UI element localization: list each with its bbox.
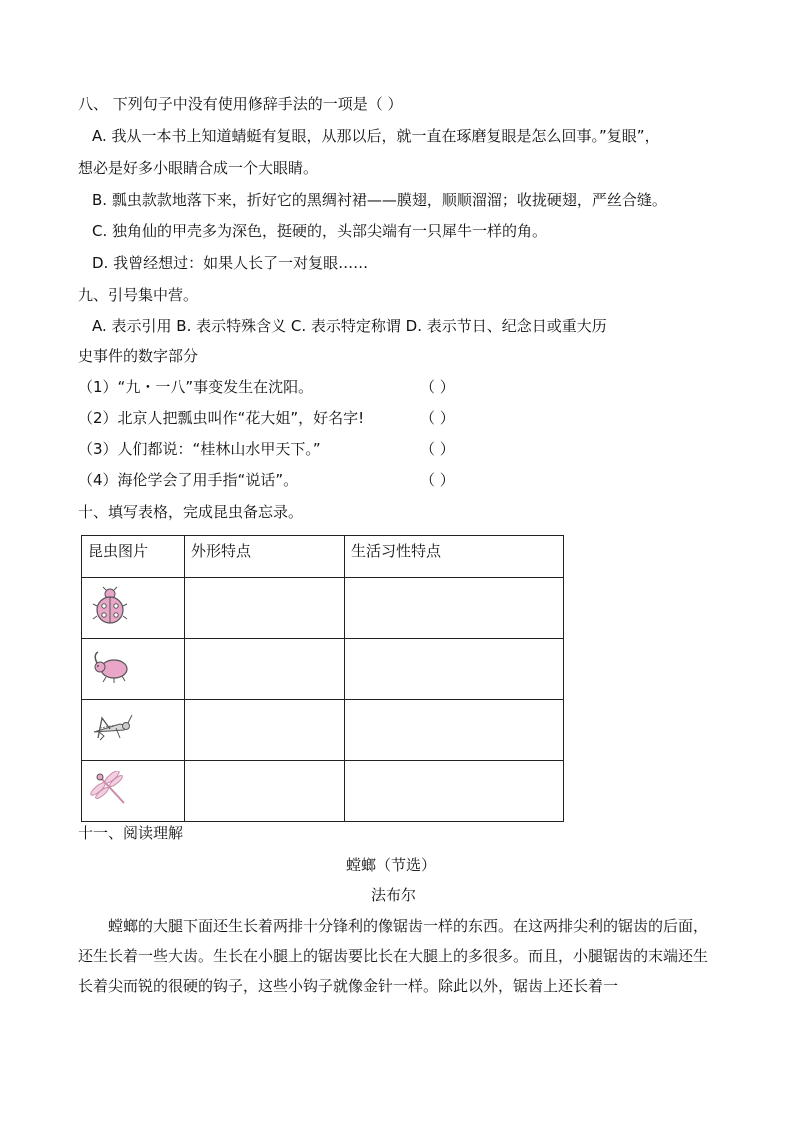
table-cell-habits[interactable] [345, 578, 564, 639]
insect-memo-table [81, 535, 564, 822]
table-header-appearance: 外形特点 [185, 536, 345, 578]
q8-option-a-line1: A. 我从一本书上知道蜻蜓有复眼，从那以后，就一直在琢磨复眼是怎么回事。”复眼”， [92, 127, 660, 145]
q9-options-line2: 史事件的数字部分 [78, 347, 199, 365]
table-cell-picture [82, 761, 185, 822]
q9-heading: 九、引号集中营。 [78, 286, 199, 304]
table-row [82, 578, 564, 639]
table-cell-appearance[interactable] [185, 761, 345, 822]
ladybug-icon [90, 612, 130, 630]
table-cell-habits[interactable] [345, 700, 564, 761]
q8-option-b: B. 瓢虫款款地落下来，折好它的黑绸衬裙——膜翅，顺顺溜溜；收拢硬翅，严丝合缝。 [92, 191, 667, 209]
table-cell-appearance[interactable] [185, 578, 345, 639]
table-header-habits: 生活习性特点 [345, 536, 564, 578]
q9-item-3: （3）人们都说：“桂林山水甲天下。” [78, 440, 321, 458]
q9-item-2-blank[interactable]: （ ） [420, 409, 455, 427]
q9-item-1-blank[interactable]: （ ） [420, 378, 455, 396]
passage-author: 法布尔 [371, 886, 417, 904]
q9-options-line1: A. 表示引用 B. 表示特殊含义 C. 表示特定称谓 D. 表示节日、纪念日或重大历 [92, 317, 607, 335]
passage-paragraph: 螳螂的大腿下面还生长着两排十分锋利的像锯齿一样的东西。在这两排尖利的锯齿的后面，还生长着一些大齿。生长在小腿上的锯齿要比长在大腿上的多很多。而且，小腿锯齿的末端还生长着尖而锐的很硬的钩子，这些小钩子就像金针一样。除此以外，锯齿上还长着一 [78, 917, 709, 995]
table-cell-picture [82, 639, 185, 700]
table-cell-habits[interactable] [345, 761, 564, 822]
table-row [82, 639, 564, 700]
rhino-beetle-icon [90, 671, 130, 689]
table-row [82, 761, 564, 822]
table-cell-picture [82, 700, 185, 761]
table-header-row [82, 536, 564, 578]
passage-title: 螳螂（节选） [346, 856, 437, 874]
q9-item-3-blank[interactable]: （ ） [420, 440, 455, 458]
table-row [82, 700, 564, 761]
table-header-picture: 昆虫图片 [82, 536, 185, 578]
q11-heading: 十一、阅读理解 [78, 824, 184, 842]
table-cell-appearance[interactable] [185, 639, 345, 700]
q8-option-a-line2: 想必是好多小眼睛合成一个大眼睛。 [78, 159, 319, 177]
q9-item-4: （4）海伦学会了用手指“说话”。 [78, 471, 299, 489]
grasshopper-icon [90, 730, 134, 748]
table-cell-habits[interactable] [345, 639, 564, 700]
dragonfly-icon [90, 793, 130, 811]
table-cell-appearance[interactable] [185, 700, 345, 761]
q9-item-2: （2）北京人把瓢虫叫作“花大姐”，好名字! [78, 409, 365, 427]
q9-item-4-blank[interactable]: （ ） [420, 471, 455, 489]
q8-heading: 八、 下列句子中没有使用修辞手法的一项是（ ） [78, 95, 403, 113]
table-cell-picture [82, 578, 185, 639]
q8-option-c: C. 独角仙的甲壳多为深色，挺硬的，头部尖端有一只犀牛一样的角。 [92, 222, 548, 240]
q8-option-d: D. 我曾经想过：如果人长了一对复眼…… [92, 254, 369, 272]
q10-heading: 十、填写表格，完成昆虫备忘录。 [78, 503, 304, 521]
q9-item-1: （1）“九・一八”事变发生在沈阳。 [78, 378, 314, 396]
